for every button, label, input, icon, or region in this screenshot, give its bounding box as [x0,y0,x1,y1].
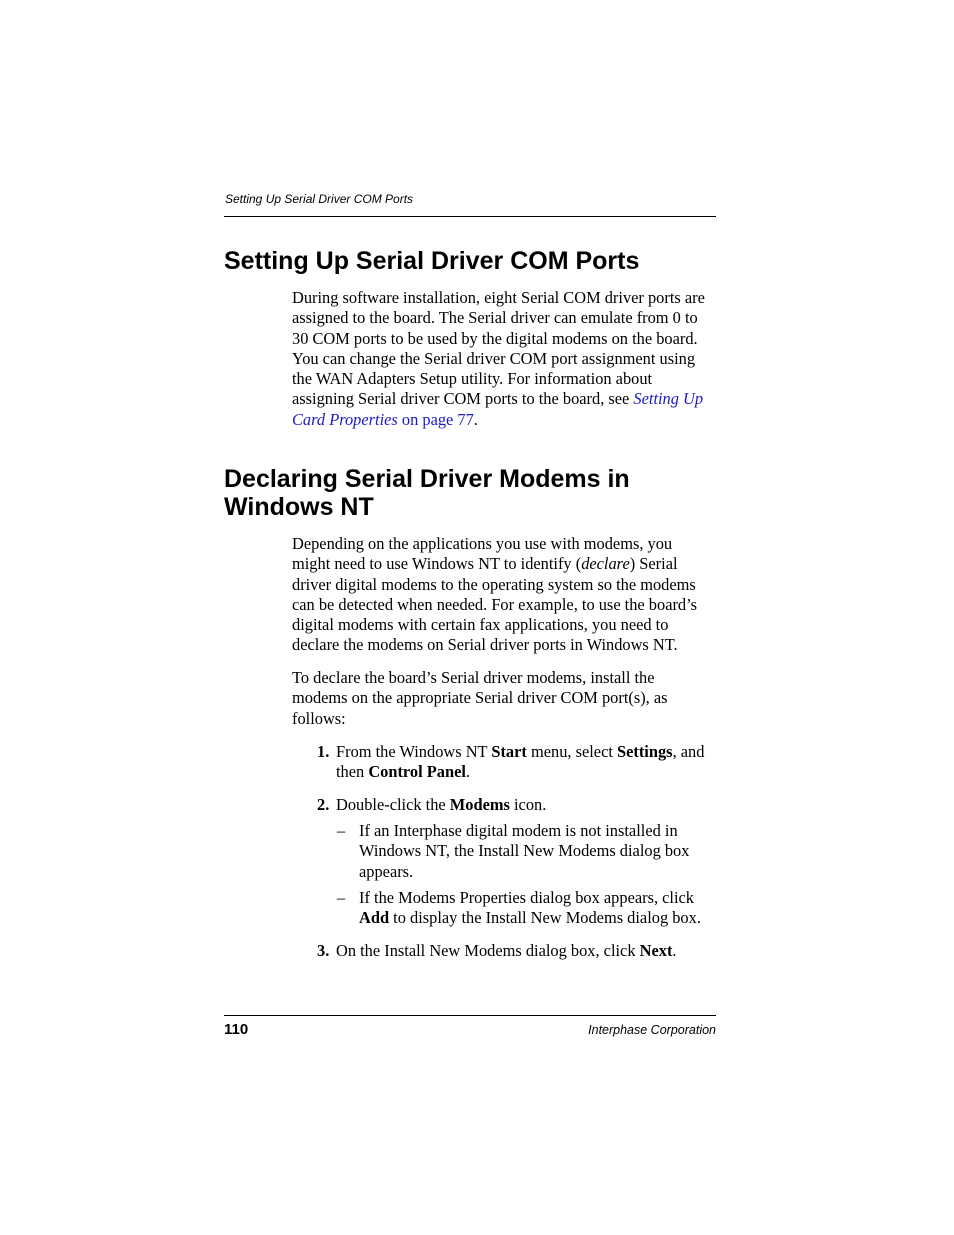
link-title-part2[interactable]: Card Properties [292,409,398,429]
sub-step-text [359,888,729,929]
section2-paragraph-1 [292,534,722,656]
text-line: digital modems with certain fax applications, you need to [292,615,669,635]
text-span: might need to use Windows NT to identify ( [292,554,582,574]
title-line: Windows NT [224,493,374,521]
text-line [292,554,722,574]
footer-company: Interphase Corporation [588,1023,716,1037]
text-line: If an Interphase digital modem is not installed in [359,821,678,840]
text-span: . [465,762,471,782]
text-line: 30 COM ports to be used by the digital modems on the board. [292,328,698,348]
text-span: menu, select [526,742,617,761]
step-text [336,941,731,961]
section-title-com-ports: Setting Up Serial Driver COM Ports [224,247,640,275]
text-line: appears. [359,861,414,881]
text-line: You can change the Serial driver COM port assignment using [292,348,696,368]
ui-term-add: Add [359,908,390,928]
text-span: On the Install New Modems dialog box, click [336,941,640,960]
text-line [292,389,722,409]
text-span: assigning Serial driver COM ports to the board, see [292,389,634,409]
text-line: Windows NT, the Install New Modems dialog box [359,841,690,861]
text-line: driver digital modems to the operating system so the modems [292,574,696,594]
text-period: . [473,409,478,429]
step-number: 2. [317,795,330,814]
running-head: Setting Up Serial Driver COM Ports [225,192,414,206]
ui-term-start: Start [491,742,527,761]
link-page-ref[interactable]: on page 77 [397,409,474,429]
text-span: From the Windows NT [336,742,492,761]
footer-rule [224,1015,716,1016]
ui-term-next: Next [639,941,673,960]
dash-bullet: – [337,821,346,840]
step-number: 1. [317,742,330,761]
step-text [336,795,731,815]
text-line: assigned to the board. The Serial driver can emulate from 0 to [292,308,698,328]
text-line: follows: [292,708,346,728]
dash-bullet: – [337,888,346,907]
text-span: ) Serial [629,554,678,574]
sub-step-text [359,821,729,882]
text-span: . [672,941,677,960]
text-line: To declare the board’s Serial driver modems, install the [292,668,655,687]
text-line [336,762,731,782]
text-line: If the Modems Properties dialog box appears, click [359,888,695,907]
cross-reference-link[interactable] [633,389,703,408]
text-line: modems on the appropriate Serial driver COM port(s), as [292,688,668,708]
section2-paragraph-2 [292,668,722,729]
text-line: the WAN Adapters Setup utility. For information about [292,369,653,389]
section-title-declaring-modems [224,465,704,521]
text-span: to display the Install New Modems dialog box. [389,908,701,928]
page-number: 110 [224,1021,249,1038]
text-span: then [336,762,369,782]
text-span: icon. [509,795,547,814]
text-line [292,410,722,430]
link-title-part1[interactable]: Setting Up [633,389,704,409]
section1-paragraph [292,288,722,430]
step-number: 3. [317,941,330,960]
text-line: During software installation, eight Serial COM driver ports are [292,288,705,307]
text-line [359,908,729,928]
text-span: Double-click the [336,795,450,814]
ui-term-settings: Settings [617,742,673,761]
step-text [336,742,731,783]
ui-term-modems: Modems [449,795,510,814]
text-line: declare the modems on Serial driver ports in Windows NT. [292,635,678,655]
text-span: , and [672,742,705,761]
ui-term-control-panel: Control Panel [368,762,466,782]
emphasis-text: declare [581,554,630,574]
header-rule [224,216,716,217]
text-line [336,742,731,762]
title-line: Declaring Serial Driver Modems in [224,465,630,493]
cross-reference-link-cont[interactable] [292,410,474,429]
text-line: can be detected when needed. For example, to use the board’s [292,594,698,614]
text-line: Depending on the applications you use with modems, you [292,534,673,553]
